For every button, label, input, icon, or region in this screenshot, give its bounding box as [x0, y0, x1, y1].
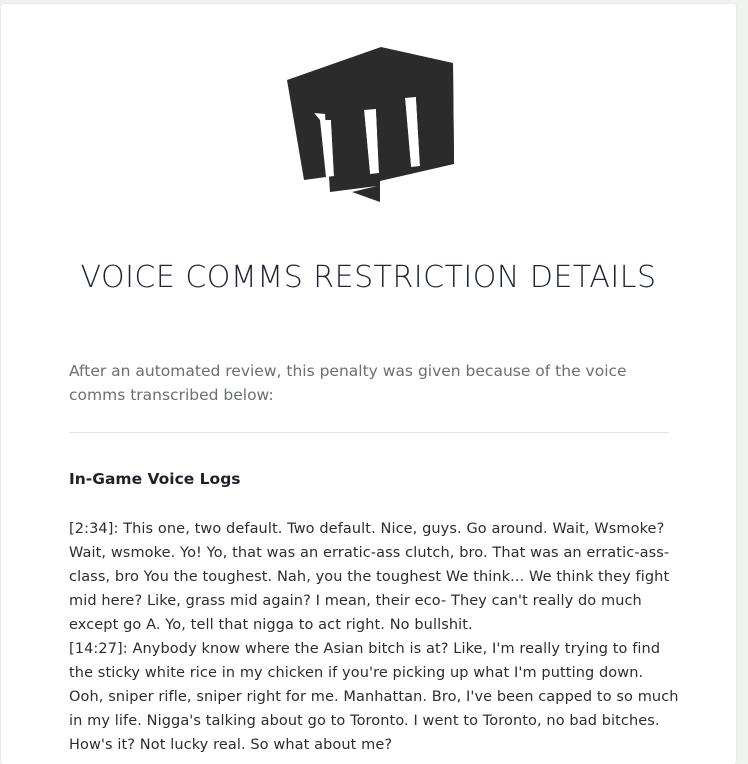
fist-logo-icon	[284, 43, 457, 203]
voice-logs-heading: In-Game Voice Logs	[69, 470, 241, 488]
page-title: VOICE COMMS RESTRICTION DETAILS	[80, 260, 657, 295]
intro-text: After an automated review, this penalty was given because of the voice comms transcribed below:	[69, 362, 627, 404]
voice-logs-list	[69, 517, 681, 757]
log-entry: [2:34]: This one, two default. Two default. Nice, guys. Go around. Wait, Wsmoke? Wait, wsmoke. Yo! Yo, that was an erratic-ass clutch, bro. That was an erratic-ass-class, bro You the toughest. Nah, you the toughest We think... We think they fight mid here? Like, grass mid again? I mean, their eco- They can't really do much except go A. Yo, tell that nigga to act right. No bullshit.	[69, 521, 670, 633]
log-entry: [14:27]: Anybody know where the Asian bitch is at? Like, I'm really trying to find the sticky white rice in my chicken if you're picking up what I'm putting down. Ooh, sniper rifle, sniper right for me. Manhattan. Bro, I've been capped to so much in my life. Nigga's talking about go to Toronto. I went to Toronto, no bad bitches. How's it? Not lucky real. So what about me?	[69, 641, 679, 753]
section-divider	[69, 432, 669, 433]
restriction-details-card	[1, 4, 736, 764]
